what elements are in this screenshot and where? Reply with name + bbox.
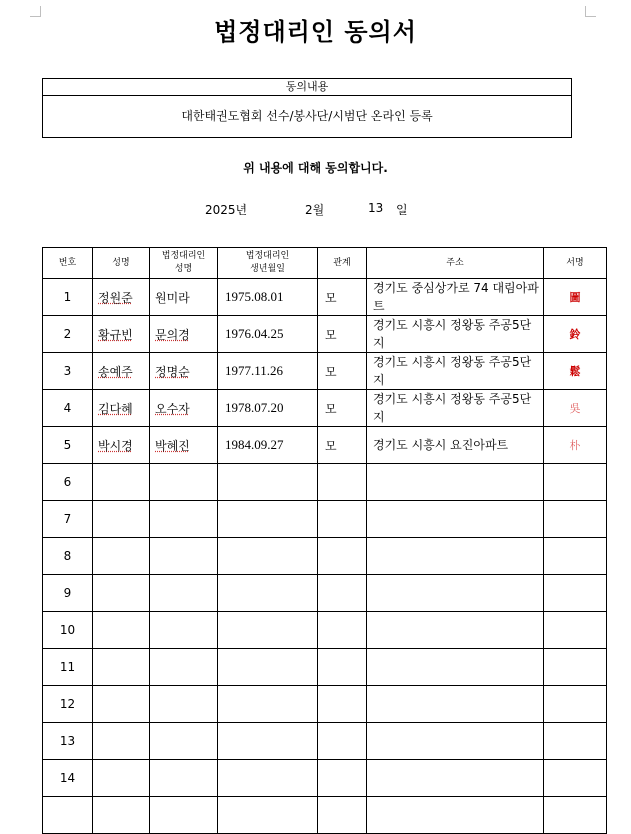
relation: 모 [318,427,367,464]
header-signature: 서명 [544,248,607,279]
signature-seal: 鬆 [544,353,607,390]
header-guardian-name: 법정대리인 성명 [150,248,218,279]
address: 경기도 시흥시 정왕동 주공5단지 [367,390,544,427]
address: 경기도 시흥시 정왕동 주공5단지 [367,353,544,390]
guardian-name: 박혜진 [150,427,218,464]
empty-cell [318,797,367,834]
empty-cell [218,464,318,501]
empty-cell [150,612,218,649]
empty-cell [367,760,544,797]
row-number: 1 [43,279,93,316]
empty-cell [544,686,607,723]
row-number: 13 [43,723,93,760]
empty-cell [544,501,607,538]
agreement-statement: 위 내용에 대해 동의합니다. [243,161,388,175]
table-row [43,797,607,834]
empty-cell [544,649,607,686]
empty-cell [318,464,367,501]
empty-cell [367,501,544,538]
guardian-birthdate: 1975.08.01 [218,279,318,316]
row-number [43,797,93,834]
table-row [43,390,607,427]
signature-seal: 鈴 [544,316,607,353]
empty-cell [93,575,150,612]
document-title: 법정대리인 동의서 [214,17,417,46]
guardian-name: 원미라 [150,279,218,316]
student-name: 황규빈 [93,316,150,353]
guardian-birthdate: 1976.04.25 [218,316,318,353]
relation: 모 [318,279,367,316]
header-guardian-birthdate: 법정대리인 생년월일 [218,248,318,279]
student-name: 정원준 [93,279,150,316]
student-name: 김다혜 [93,390,150,427]
empty-cell [544,575,607,612]
empty-cell [544,723,607,760]
empty-cell [318,612,367,649]
row-number: 12 [43,686,93,723]
empty-cell [150,760,218,797]
student-name: 송예주 [93,353,150,390]
address: 경기도 중심상가로 74 대림아파트 [367,279,544,316]
empty-cell [93,797,150,834]
table-row [43,760,607,797]
row-number: 5 [43,427,93,464]
guardian-name: 문의경 [150,316,218,353]
empty-cell [367,464,544,501]
table-row [43,427,607,464]
table-row [43,501,607,538]
table-row [43,686,607,723]
header-address: 주소 [367,248,544,279]
empty-cell [544,538,607,575]
table-row [43,316,607,353]
empty-cell [93,649,150,686]
consent-table [42,247,607,834]
row-number: 7 [43,501,93,538]
empty-cell [544,760,607,797]
consent-content: 대한태권도협회 선수/봉사단/시범단 온라인 등록 [181,109,433,123]
empty-cell [150,538,218,575]
table-row [43,538,607,575]
row-number: 14 [43,760,93,797]
row-number: 8 [43,538,93,575]
table-row [43,723,607,760]
relation: 모 [318,316,367,353]
relation: 모 [318,390,367,427]
header-relation: 관계 [318,248,367,279]
student-name: 박시경 [93,427,150,464]
empty-cell [93,723,150,760]
empty-cell [150,723,218,760]
empty-cell [150,501,218,538]
empty-cell [218,797,318,834]
empty-cell [218,501,318,538]
empty-cell [318,575,367,612]
header-number: 번호 [43,248,93,279]
empty-cell [93,464,150,501]
empty-cell [150,464,218,501]
empty-cell [318,760,367,797]
row-number: 3 [43,353,93,390]
table-row [43,612,607,649]
empty-cell [218,538,318,575]
empty-cell [367,723,544,760]
empty-cell [218,612,318,649]
empty-cell [218,760,318,797]
empty-cell [318,723,367,760]
signature-seal: 圖 [544,279,607,316]
table-row [43,353,607,390]
empty-cell [367,797,544,834]
table-row [43,575,607,612]
guardian-birthdate: 1977.11.26 [218,353,318,390]
empty-cell [318,686,367,723]
guardian-name: 정명순 [150,353,218,390]
guardian-birthdate: 1978.07.20 [218,390,318,427]
relation: 모 [318,353,367,390]
empty-cell [218,575,318,612]
date-day-unit: 일 [396,203,408,217]
empty-cell [544,797,607,834]
empty-cell [150,686,218,723]
signature-seal: 吳 [544,390,607,427]
empty-cell [367,575,544,612]
row-number: 10 [43,612,93,649]
date-month: 2월 [305,203,325,217]
signature-seal: 朴 [544,427,607,464]
row-number: 9 [43,575,93,612]
guardian-name: 오수자 [150,390,218,427]
empty-cell [93,686,150,723]
empty-cell [367,612,544,649]
empty-cell [150,575,218,612]
address: 경기도 시흥시 정왕동 주공5단지 [367,316,544,353]
empty-cell [367,538,544,575]
empty-cell [367,686,544,723]
table-row [43,279,607,316]
empty-cell [93,501,150,538]
date-day: 13 [368,201,384,215]
guardian-birthdate: 1984.09.27 [218,427,318,464]
empty-cell [218,649,318,686]
consent-box [42,78,572,138]
empty-cell [318,649,367,686]
row-number: 6 [43,464,93,501]
table-row [43,464,607,501]
empty-cell [544,464,607,501]
row-number: 4 [43,390,93,427]
empty-cell [218,723,318,760]
consent-header: 동의내용 [43,79,571,96]
empty-cell [367,649,544,686]
empty-cell [218,686,318,723]
empty-cell [150,649,218,686]
empty-cell [93,538,150,575]
address: 경기도 시흥시 요진아파트 [367,427,544,464]
table-row [43,649,607,686]
empty-cell [93,760,150,797]
date-year: 2025년 [205,203,248,217]
header-name: 성명 [93,248,150,279]
empty-cell [93,612,150,649]
row-number: 11 [43,649,93,686]
empty-cell [544,612,607,649]
table-header-row [43,248,607,279]
empty-cell [150,797,218,834]
empty-cell [318,501,367,538]
empty-cell [318,538,367,575]
row-number: 2 [43,316,93,353]
